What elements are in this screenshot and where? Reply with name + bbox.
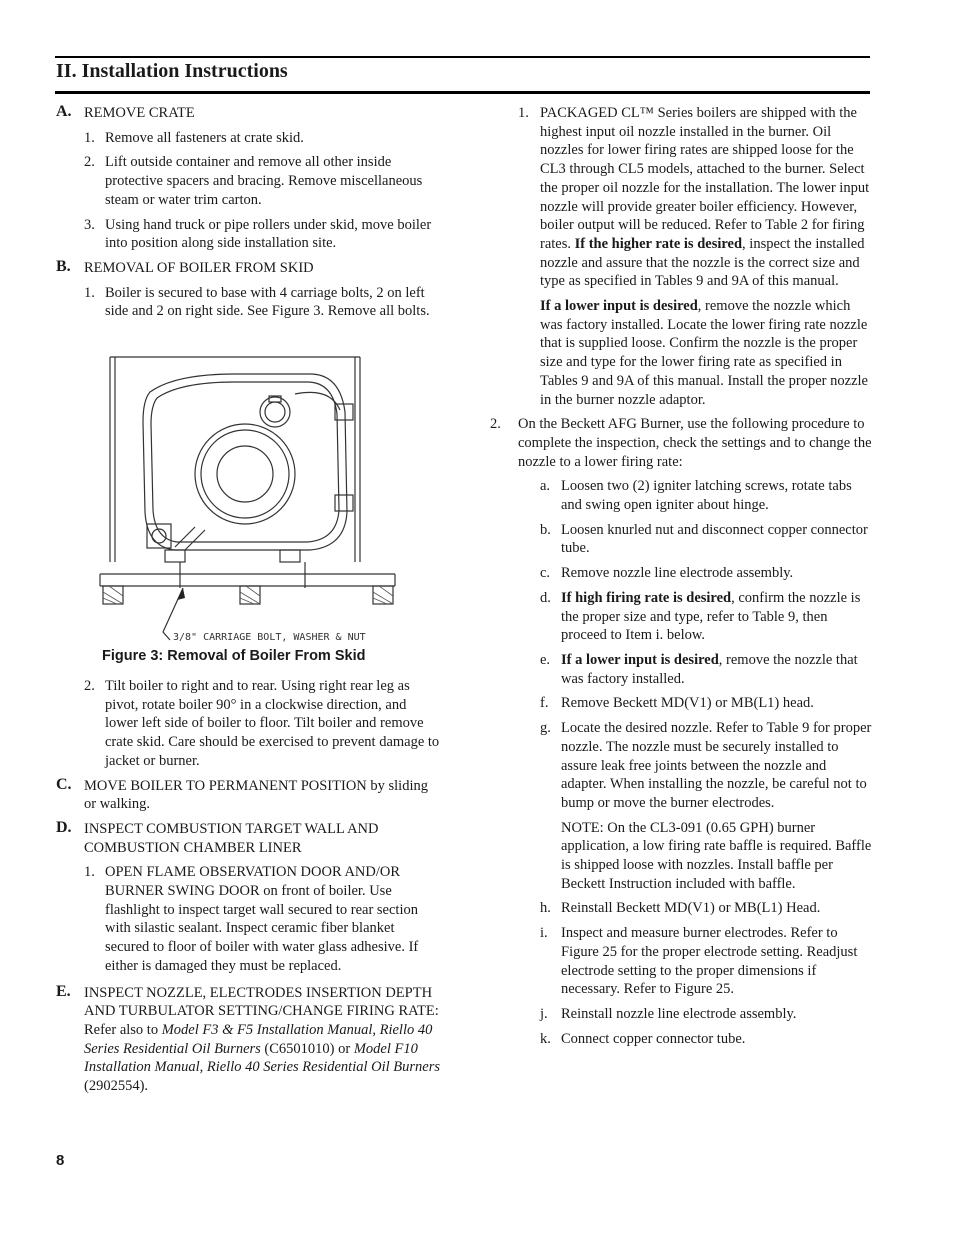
section-c: C. MOVE BOILER TO PERMANENT POSITION by sliding or walking. — [56, 775, 428, 813]
note: NOTE: On the CL3-091 (0.65 GPH) burner application, a low firing rate baffle is required. Baffle is shipped loose with nozzles. Install baffle per Beckett Instruction included with baffle. — [561, 819, 872, 892]
list-item: 3. Using hand truck or pipe rollers under skid, move boiler into position along side installation site. — [84, 216, 432, 252]
section-letter: A. — [56, 103, 72, 120]
section-letter: C. — [56, 775, 72, 793]
right-column — [490, 104, 875, 1054]
sub-item: h. Reinstall Beckett MD(V1) or MB(L1) Head. — [540, 900, 821, 917]
list-item: 1. PACKAGED CL™ Series boilers are shipped with the highest input oil nozzle installed in the burner. Oil nozzles for lower firing rates are shipped loose for the CL3 through CL5 models, attached to the burner. Select the proper oil nozzle for the installation. The lower input nozzle will provide greater boiler efficiency. However, boiler output will be reduced. Refer to Table 2 for firing rates. If the higher rate is desired, inspect the installed nozzle and assure that the nozzle is the correct size and type as specified in Tables 9 and 9A of this manual. — [518, 105, 870, 290]
sub-item: a. Loosen two (2) igniter latching screws, rotate tabs and swing open igniter about hinge. — [540, 478, 852, 514]
sub-item: j. Reinstall nozzle line electrode assembly. — [540, 1005, 797, 1022]
section-e: E. INSPECT NOZZLE, ELECTRODES INSERTION DEPTH AND TURBULATOR SETTING/CHANGE FIRING RATE: Refer also to Model F3 & F5 Installation Manual, Riello 40 Series Residential Oil Burners (C6501010) or Model F10 Installation Manual, Riello 40 Series Residential Oil Burners (2902554). — [56, 982, 441, 1095]
section-d — [56, 820, 441, 857]
list-item: 1. Boiler is secured to base with 4 carriage bolts, 2 on left side and 2 on right side. See Figure 3. Remove all bolts. — [84, 284, 430, 320]
paragraph: If a lower input is desired, remove the nozzle which was factory installed. Locate the lower firing rate nozzle that is supplied loose. Confirm the nozzle is the proper size and type for the lower firing rate as specified in Tables 9 and 9A of this manual. Install the proper nozzle in the burner nozzle adaptor. — [540, 298, 868, 408]
section-heading: REMOVE CRATE — [84, 105, 195, 121]
sub-item: f. Remove Beckett MD(V1) or MB(L1) head. — [540, 695, 814, 712]
section-heading: INSPECT COMBUSTION TARGET WALL AND COMBUSTION CHAMBER LINER — [84, 820, 379, 856]
sub-item: g. Locate the desired nozzle. Refer to Table 9 for proper nozzle. The nozzle must be securely installed to assure leak free joints between the nozzle and adapter. When installing the nozzle, be careful not to bump or move the burner electrodes. — [540, 720, 872, 811]
page-number: 8 — [56, 1152, 65, 1169]
list-item: 1. OPEN FLAME OBSERVATION DOOR AND/OR BURNER SWING DOOR on front of boiler. Use flashlight to inspect target wall secured to rear section with silastic sealant. Inspect ceramic fiber blanket secured to floor of boiler with water glass adhesive. If either is damaged they must be replaced. — [84, 864, 419, 974]
section-letter: E. — [56, 982, 71, 1000]
section-b — [56, 259, 441, 278]
page-title: II. Installation Instructions — [56, 60, 288, 82]
title-underline — [55, 91, 870, 94]
section-letter: B. — [56, 257, 71, 275]
figure-callout: 3/8" CARRIAGE BOLT, WASHER & NUT — [173, 632, 366, 643]
top-rule — [55, 56, 870, 58]
section-heading: REMOVAL OF BOILER FROM SKID — [84, 259, 314, 276]
left-column-lower — [56, 677, 441, 1102]
sub-item: b. Loosen knurled nut and disconnect copper connector tube. — [540, 521, 868, 557]
section-heading: MOVE BOILER TO PERMANENT POSITION — [84, 777, 367, 794]
section-letter: D. — [56, 818, 72, 836]
boiler-skid-figure — [95, 352, 415, 647]
sub-item: k. Connect copper connector tube. — [540, 1030, 746, 1047]
list-item: 2. Lift outside container and remove all other inside protective spacers and bracing. Remove miscellaneous steam or water trim carton. — [84, 154, 423, 208]
sub-item: i. Inspect and measure burner electrodes. Refer to Figure 25 for the proper electrode setting. Readjust electrode setting to the proper dimensions if necessary. Refer to Figure 25. — [540, 925, 858, 998]
list-item: 1. Remove all fasteners at crate skid. — [84, 129, 304, 146]
section-heading: INSPECT NOZZLE, ELECTRODES INSERTION DEPTH AND TURBULATOR SETTING/CHANGE FIRING RATE: — [84, 984, 439, 1020]
left-column — [56, 104, 441, 327]
figure-caption: Figure 3: Removal of Boiler From Skid — [102, 648, 366, 664]
section-a — [56, 104, 441, 123]
sub-item: c. Remove nozzle line electrode assembly. — [540, 565, 794, 582]
list-item: 2. On the Beckett AFG Burner, use the following procedure to complete the inspection, check the settings and to change the nozzle to a lower firing rate: — [490, 416, 872, 470]
sub-item: d. If high firing rate is desired, confirm the nozzle is the proper size and type, refer to Table 9, then proceed to Item i. below. — [540, 589, 861, 644]
list-item: 2. Tilt boiler to right and to rear. Using right rear leg as pivot, rotate boiler 90° in a clockwise direction, and lower left side of boiler to floor. Tilt boiler and remove crate skid. Care should be exercised to prevent damage to jacket or burner. — [84, 678, 440, 769]
sub-item: e. If a lower input is desired, remove the nozzle that was factory installed. — [540, 651, 858, 687]
